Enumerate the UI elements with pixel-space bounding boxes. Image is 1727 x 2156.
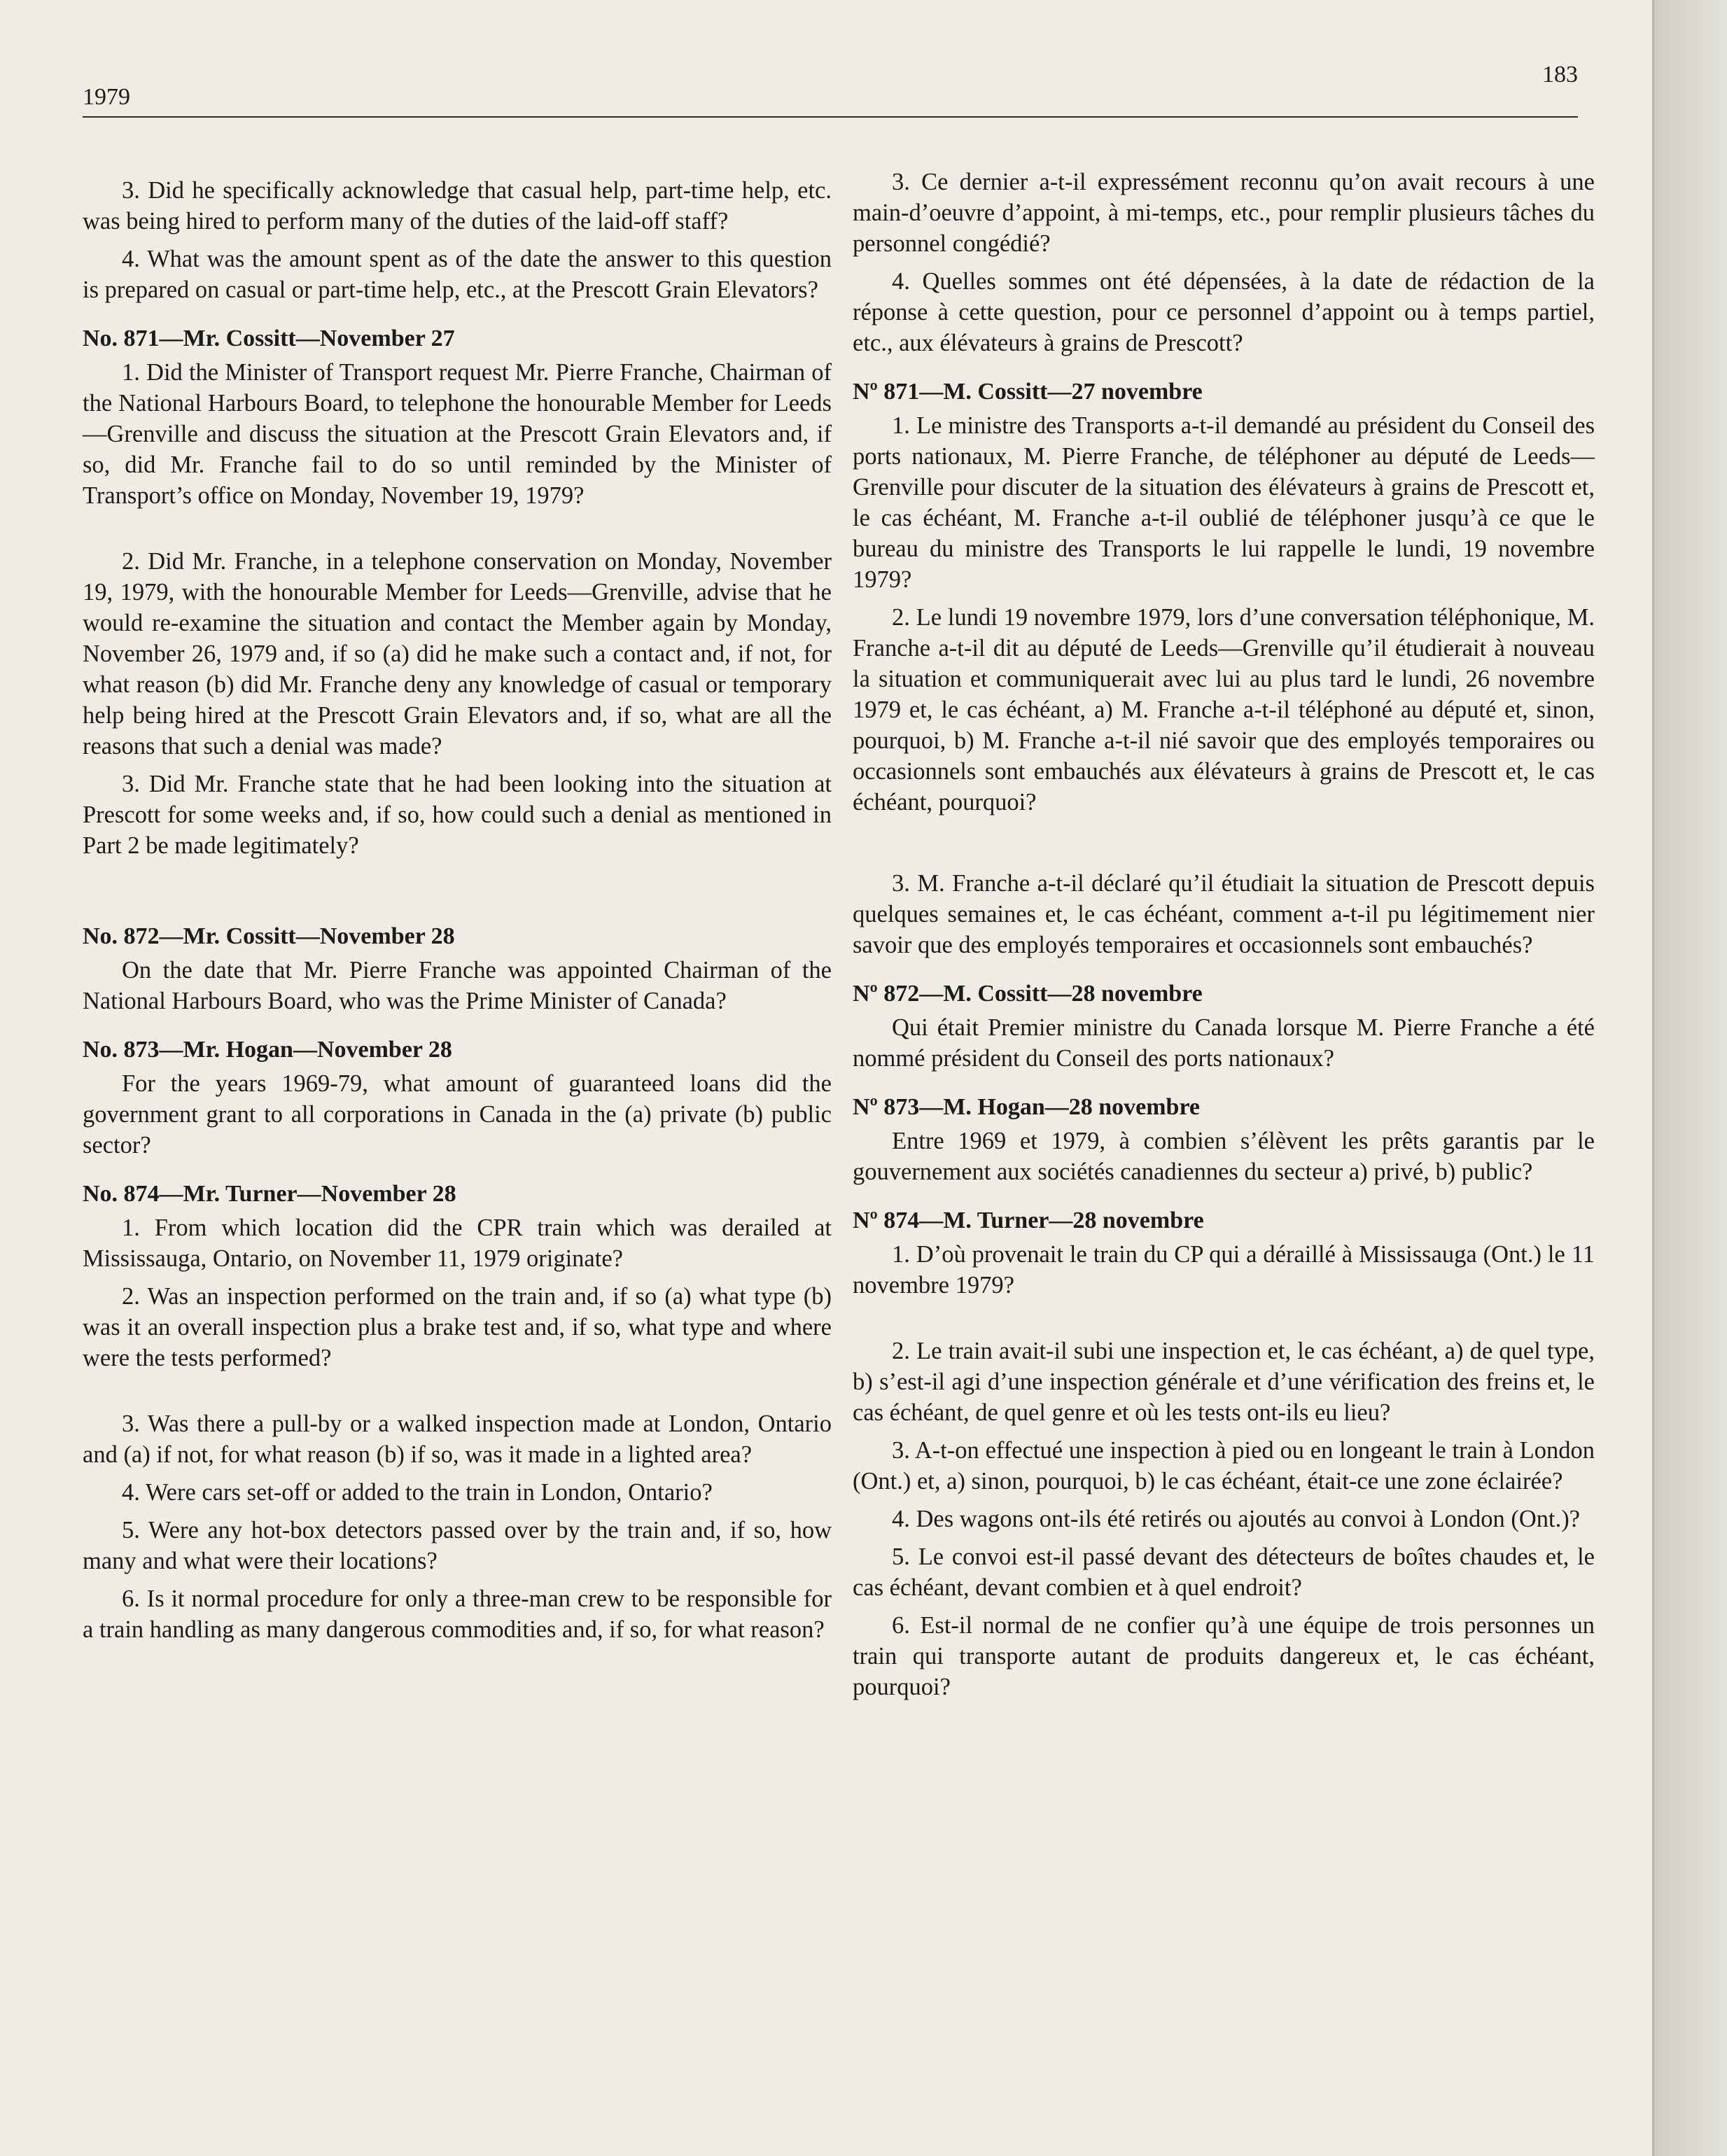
fr-paragraph: 3. M. Franche a-t-il déclaré qu’il étudiait la situation de Prescott depuis quelques semaines et, le cas échéant, comment a-t-il pu légitimement nier savoir que des employés temporaires et occasionnels sont embauchés? [853,870,1595,958]
en-paragraph: On the date that Mr. Pierre Franche was appointed Chairman of the National Harbours Board, who was the Prime Minister of Canada? [83,957,832,1014]
header-year: 1979 [83,84,130,110]
fr-paragraph: 5. Le convoi est-il passé devant des détecteurs de boîtes chaudes et, le cas échéant, devant combien et à quel endroit? [853,1544,1595,1601]
en-paragraph: 3. Did Mr. Franche state that he had been looking into the situation at Prescott for some weeks and, if so, how could such a denial as mentioned in Part 2 be made legitimately? [83,771,832,859]
en-paragraph: 3. Did he specifically acknowledge that casual help, part-time help, etc. was being hired to perform many of the duties of the laid-off staff? [83,177,832,234]
page-edge [1654,0,1727,2156]
en-question-heading: No. 872—Mr. Cossitt—November 28 [83,923,455,949]
en-paragraph: 2. Did Mr. Franche, in a telephone conservation on Monday, November 19, 1979, with the honourable Member for Leeds—Grenville, advise that he would re-examine the situation and contact the Member again by Monday, November 26, 1979 and, if so (a) did he make such a contact and, if not, for what reason (b) did Mr. Franche deny any knowledge of casual or temporary help being hired at the Prescott Grain Elevators and, if so, what are all the reasons that such a denial was made? [83,548,832,760]
en-question-heading: No. 871—Mr. Cossitt—November 27 [83,326,455,351]
page-number: 183 [1542,62,1578,88]
fr-question-heading: Nº 873—M. Hogan—28 novembre [853,1094,1201,1120]
running-head [83,62,1578,118]
fr-paragraph: 3. A-t-on effectué une inspection à pied ou en longeant le train à London (Ont.) et, a) sinon, pourquoi, b) le cas échéant, était-ce une zone éclairée? [853,1437,1595,1494]
en-paragraph: 4. Were cars set-off or added to the train in London, Ontario? [122,1479,713,1506]
fr-paragraph: 3. Ce dernier a-t-il expressément reconnu qu’on avait recours à une main-d’oeuvre d’appoint, à mi-temps, etc., pour remplir plusieurs tâches du personnel congédié? [853,169,1595,257]
fr-question-heading: Nº 872—M. Cossitt—28 novembre [853,981,1203,1007]
fr-paragraph: Qui était Premier ministre du Canada lorsque M. Pierre Franche a été nommé président du Conseil des ports nationaux? [853,1014,1595,1072]
header-rule [83,116,1578,118]
en-question-heading: No. 873—Mr. Hogan—November 28 [83,1037,452,1063]
english-column [83,162,832,1645]
fr-paragraph: 1. D’où provenait le train du CP qui a déraillé à Mississauga (Ont.) le 11 novembre 1979? [853,1241,1595,1298]
fr-question-heading: Nº 874—M. Turner—28 novembre [853,1208,1204,1233]
en-paragraph: 1. From which location did the CPR train which was derailed at Mississauga, Ontario, on November 11, 1979 originate? [83,1214,832,1272]
fr-question-heading: Nº 871—M. Cossitt—27 novembre [853,379,1203,405]
en-paragraph: 5. Were any hot-box detectors passed over by the train and, if so, how many and what were their locations? [83,1517,832,1574]
fr-paragraph: Entre 1969 et 1979, à combien s’élèvent les prêts garantis par le gouvernement aux sociétés canadiennes du secteur a) privé, b) public? [853,1128,1595,1185]
en-paragraph: 3. Was there a pull-by or a walked inspection made at London, Ontario and (a) if not, for what reason (b) if so, was it made in a lighted area? [83,1410,832,1468]
fr-paragraph: 1. Le ministre des Transports a-t-il demandé au président du Conseil des ports nationaux, M. Pierre Franche, de téléphoner au député de Leeds—Grenville pour discuter de la situation des élévateurs à grains de Prescott et, le cas échéant, M. Franche a-t-il oublié de téléphoner jusqu’à ce que le bureau du ministre des Transports le lui rappelle le lundi, 19 novembre 1979? [853,412,1595,593]
fr-paragraph: 6. Est-il normal de ne confier qu’à une équipe de trois personnes un train qui transporte autant de produits dangereux et, le cas échéant, pourquoi? [853,1612,1595,1700]
en-paragraph: For the years 1969-79, what amount of guaranteed loans did the government grant to all corporations in Canada in the (a) private (b) public sector? [83,1070,832,1158]
en-question-heading: No. 874—Mr. Turner—November 28 [83,1181,456,1207]
fr-paragraph: 2. Le train avait-il subi une inspection et, le cas échéant, a) de quel type, b) s’est-il agi d’une inspection générale et d’une vérification des freins et, le cas échéant, de quel genre et où les tests ont-ils eu lieu? [853,1338,1595,1426]
fr-paragraph: 4. Quelles sommes ont été dépensées, à la date de rédaction de la réponse à cette question, pour ce personnel d’appoint ou à temps partiel, etc., aux élévateurs à grains de Prescott? [853,268,1595,356]
french-column [853,162,1595,1702]
en-paragraph: 1. Did the Minister of Transport request Mr. Pierre Franche, Chairman of the National Harbours Board, to telephone the honourable Member for Leeds—Grenville and discuss the situation at the Prescott Grain Elevators and, if so, did Mr. Franche fail to do so until reminded by the Minister of Transport’s office on Monday, November 19, 1979? [83,359,832,509]
fr-paragraph: 2. Le lundi 19 novembre 1979, lors d’une conversation téléphonique, M. Franche a-t-il dit au député de Leeds—Grenville qu’il étudierait à nouveau la situation et communiquerait avec lui au plus tard le lundi, 26 novembre 1979 et, le cas échéant, a) M. Franche a-t-il téléphoné au député et, sinon, pourquoi, b) M. Franche a-t-il nié savoir que des employés temporaires ou occasionnels sont embauchés aux élévateurs à grains de Prescott et, le cas échéant, pourquoi? [853,604,1595,816]
fr-paragraph: 4. Des wagons ont-ils été retirés ou ajoutés au convoi à London (Ont.)? [892,1506,1580,1532]
en-paragraph: 6. Is it normal procedure for only a three-man crew to be responsible for a train handling as many dangerous commodities and, if so, for what reason? [83,1586,832,1643]
en-paragraph: 4. What was the amount spent as of the date the answer to this question is prepared on casual or part-time help, etc., at the Prescott Grain Elevators? [83,246,832,303]
en-paragraph: 2. Was an inspection performed on the train and, if so (a) what type (b) was it an overall inspection plus a brake test and, if so, what type and where were the tests performed? [83,1283,832,1371]
